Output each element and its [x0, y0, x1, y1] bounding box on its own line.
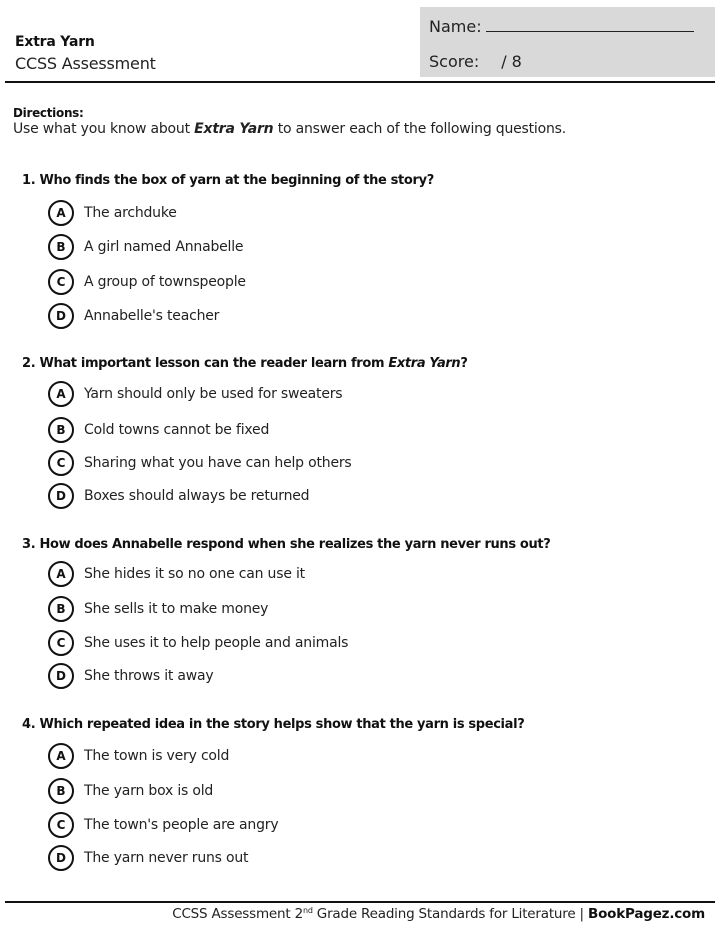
answer-bubble[interactable]: A	[48, 561, 74, 587]
option-text: Yarn should only be used for sweaters	[84, 386, 343, 402]
option-text: The yarn box is old	[84, 783, 214, 799]
option-text: She hides it so no one can use it	[84, 566, 305, 582]
option-text: She throws it away	[84, 668, 214, 684]
answer-bubble[interactable]: C	[48, 269, 74, 295]
answer-bubble[interactable]: C	[48, 812, 74, 838]
option-text: The archduke	[84, 205, 177, 221]
option-text: Cold towns cannot be fixed	[84, 422, 270, 438]
q4-option-c[interactable]	[48, 810, 278, 840]
q2-option-c[interactable]	[48, 448, 352, 478]
footer-prefix: CCSS Assessment 2	[172, 906, 303, 922]
question-number: 2.	[22, 356, 36, 371]
directions-book-title: Extra Yarn	[194, 121, 274, 137]
footer-brand: BookPagez.com	[587, 906, 705, 922]
q3-option-b[interactable]	[48, 594, 268, 624]
q3-option-a[interactable]	[48, 559, 305, 589]
answer-bubble[interactable]: C	[48, 630, 74, 656]
q2-option-d[interactable]	[48, 481, 309, 511]
question-1	[22, 173, 434, 188]
q1-option-b[interactable]	[48, 232, 243, 262]
question-number: 4.	[22, 717, 36, 732]
answer-bubble[interactable]: C	[48, 450, 74, 476]
q1-option-c[interactable]	[48, 267, 246, 297]
question-book-title: Extra Yarn	[388, 356, 461, 371]
q4-option-d[interactable]	[48, 843, 248, 873]
score-total: / 8	[501, 52, 522, 71]
q3-option-d[interactable]	[48, 661, 214, 691]
answer-bubble[interactable]: D	[48, 483, 74, 509]
directions-label: Directions:	[13, 106, 84, 120]
score-label: Score:	[429, 52, 480, 71]
question-number: 3.	[22, 537, 36, 552]
q4-option-a[interactable]	[48, 741, 229, 771]
question-number: 1.	[22, 173, 36, 188]
answer-bubble[interactable]: A	[48, 381, 74, 407]
answer-bubble[interactable]: A	[48, 200, 74, 226]
option-text: The town's people are angry	[84, 817, 279, 833]
q1-option-d[interactable]	[48, 301, 219, 331]
answer-bubble[interactable]: D	[48, 845, 74, 871]
q1-option-a[interactable]	[48, 198, 177, 228]
option-text: Sharing what you have can help others	[84, 455, 352, 471]
answer-bubble[interactable]: B	[48, 234, 74, 260]
name-label: Name:	[429, 17, 482, 36]
answer-bubble[interactable]: B	[48, 417, 74, 443]
worksheet-subtitle: CCSS Assessment	[15, 54, 156, 73]
question-text: How does Annabelle respond when she realizes the yarn never runs out?	[39, 537, 551, 552]
question-text: Which repeated idea in the story helps show that the yarn is special?	[39, 717, 525, 732]
directions-text-before: Use what you know about	[13, 121, 195, 137]
directions-text	[13, 121, 566, 137]
name-field-row	[429, 17, 694, 36]
worksheet-title: Extra Yarn	[15, 34, 95, 50]
option-text: The yarn never runs out	[84, 850, 249, 866]
q3-option-c[interactable]	[48, 628, 348, 658]
option-text: The town is very cold	[84, 748, 230, 764]
score-row	[429, 52, 522, 71]
q2-option-b[interactable]	[48, 415, 269, 445]
name-score-box	[420, 7, 715, 77]
option-text: She uses it to help people and animals	[84, 635, 349, 651]
question-text-end: ?	[460, 356, 468, 371]
question-text: What important lesson can the reader learn from	[39, 356, 389, 371]
footer-divider	[5, 901, 715, 903]
question-2	[22, 356, 468, 371]
option-text: Annabelle's teacher	[84, 308, 220, 324]
header-divider	[5, 81, 715, 83]
answer-bubble[interactable]: B	[48, 778, 74, 804]
question-4	[22, 717, 524, 732]
option-text: A group of townspeople	[84, 274, 246, 290]
name-blank[interactable]	[486, 17, 694, 32]
q2-option-a[interactable]	[48, 379, 342, 409]
question-text: Who finds the box of yarn at the beginning of the story?	[39, 173, 434, 188]
option-text: She sells it to make money	[84, 601, 269, 617]
option-text: Boxes should always be returned	[84, 488, 310, 504]
answer-bubble[interactable]: B	[48, 596, 74, 622]
answer-bubble[interactable]: D	[48, 303, 74, 329]
directions-text-after: to answer each of the following questions.	[273, 121, 567, 137]
answer-bubble[interactable]: D	[48, 663, 74, 689]
page-footer	[172, 906, 705, 922]
answer-bubble[interactable]: A	[48, 743, 74, 769]
q4-option-b[interactable]	[48, 776, 213, 806]
footer-ordinal: nd	[302, 906, 313, 915]
option-text: A girl named Annabelle	[84, 239, 244, 255]
question-3	[22, 537, 550, 552]
footer-suffix: Grade Reading Standards for Literature |	[312, 906, 588, 922]
